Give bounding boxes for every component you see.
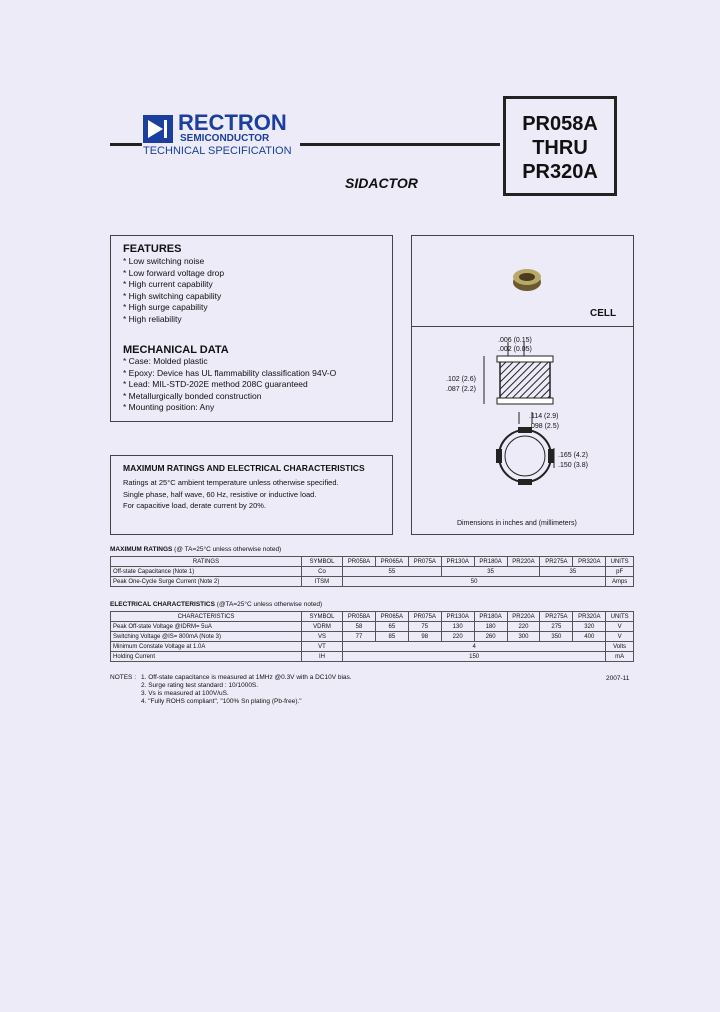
dim-label: .102 (2.6) — [446, 376, 476, 383]
features-panel — [110, 235, 393, 422]
table-cell: 320 — [573, 622, 606, 632]
dim-label: .165 (4.2) — [558, 452, 588, 459]
revision-date: 2007-11 — [606, 675, 630, 682]
table-cell: 58 — [343, 622, 376, 632]
table-header: SYMBOL — [302, 612, 343, 622]
table-cell: 130 — [441, 622, 474, 632]
table-header: PR275A — [540, 557, 573, 567]
rectron-logo-icon — [143, 115, 173, 143]
table-cell: 275 — [540, 622, 573, 632]
table-header: UNITS — [606, 612, 634, 622]
ratings-title: MAXIMUM RATINGS AND ELECTRICAL CHARACTERISTICS — [123, 463, 365, 473]
feature-item: * High reliability — [123, 313, 182, 324]
notes-list — [141, 674, 352, 706]
feature-item: * High surge capability — [123, 302, 208, 312]
dimensions-caption: Dimensions in inches and (millimeters) — [457, 520, 577, 527]
table-cell: 65 — [375, 622, 408, 632]
table-row — [111, 642, 634, 652]
table-header: PR130A — [441, 612, 474, 622]
table-cell: Co — [302, 567, 343, 577]
features-title: FEATURES — [123, 243, 182, 255]
table-row — [111, 577, 634, 587]
table-header: RATINGS — [111, 557, 302, 567]
ratings-panel — [110, 455, 393, 535]
dim-label: .002 (0.05) — [498, 346, 532, 353]
table-header-row — [111, 612, 634, 622]
table-header: PR180A — [474, 557, 507, 567]
ratings-line: Ratings at 25°C ambient temperature unless otherwise specified. — [123, 478, 339, 487]
table-header: PR065A — [375, 557, 408, 567]
table-header: PR065A — [375, 612, 408, 622]
logo-rule-right — [300, 143, 500, 146]
mechanical-item: * Case: Molded plastic — [123, 356, 208, 366]
table-row — [111, 567, 634, 577]
max-ratings-cond: (@ TA=25°C unless otherwise noted) — [174, 546, 282, 553]
table-cell: 180 — [474, 622, 507, 632]
elec-heading — [110, 601, 322, 608]
table-cell: Holding Current — [111, 652, 302, 662]
table-header: PR075A — [408, 557, 441, 567]
table-cell: Volts — [606, 642, 634, 652]
package-drawing — [412, 328, 633, 508]
package-panel — [411, 235, 634, 535]
table-cell: Amps — [606, 577, 634, 587]
table-cell: pF — [606, 567, 634, 577]
table-cell: VS — [302, 632, 343, 642]
table-cell: 220 — [441, 632, 474, 642]
table-cell: VT — [302, 642, 343, 652]
table-cell: 260 — [474, 632, 507, 642]
mechanical-item: * Epoxy: Device has UL flammability classification 94V-O — [123, 367, 337, 378]
note-item: 3. Vs is measured at 100V/uS. — [141, 690, 229, 697]
table-cell: 35 — [441, 567, 540, 577]
feature-item: * High current capability — [123, 279, 213, 289]
table-cell: mA — [606, 652, 634, 662]
table-cell: Minimum Constate Voltage at 1.0A — [111, 642, 302, 652]
table-cell: VDRM — [302, 622, 343, 632]
table-cell: 55 — [343, 567, 442, 577]
max-ratings-heading — [110, 546, 281, 553]
table-row — [111, 632, 634, 642]
table-header: PR180A — [474, 612, 507, 622]
feature-item: * Low forward voltage drop — [123, 267, 225, 278]
table-cell: 75 — [408, 622, 441, 632]
part-number-box — [503, 96, 617, 196]
table-cell: 400 — [573, 632, 606, 642]
ratings-line: Single phase, half wave, 60 Hz, resistive or inductive load. — [123, 489, 317, 499]
elec-cond: (@TA=25°C unless otherwise noted) — [216, 601, 323, 608]
tech-spec-label: TECHNICAL SPECIFICATION — [143, 145, 292, 157]
max-ratings-title: MAXIMUM RATINGS — [110, 546, 173, 553]
table-cell: 220 — [507, 622, 540, 632]
table-cell: 77 — [343, 632, 376, 642]
table-header: CHARACTERISTICS — [111, 612, 302, 622]
max-ratings-table — [110, 556, 634, 587]
table-cell: 4 — [343, 642, 606, 652]
part-thru: THRU — [532, 137, 588, 159]
part-to: PR320A — [522, 161, 598, 183]
brand-name: RECTRON — [178, 110, 287, 135]
feature-item: * High switching capability — [123, 290, 222, 301]
mechanical-item: * Lead: MIL-STD-202E method 208C guaranteed — [123, 379, 308, 389]
table-cell: 98 — [408, 632, 441, 642]
feature-item: * Low switching noise — [123, 256, 205, 266]
cell-photo-icon — [507, 264, 547, 294]
table-cell: 350 — [540, 632, 573, 642]
table-cell: 300 — [507, 632, 540, 642]
dim-label: .006 (0.15) — [498, 337, 532, 344]
dim-label: .150 (3.8) — [558, 462, 588, 469]
note-item: 2. Surge rating test standard : 10/1000S. — [141, 682, 259, 689]
table-cell: Switching Voltage @IS= 800mA (Note 3) — [111, 632, 302, 642]
brand-sub: SEMICONDUCTOR — [180, 133, 270, 144]
table-header: PR275A — [540, 612, 573, 622]
part-from: PR058A — [522, 113, 598, 135]
table-cell: 35 — [540, 567, 606, 577]
mechanical-item: * Mounting position: Any — [123, 402, 215, 412]
table-header: PR320A — [573, 557, 606, 567]
table-cell: V — [606, 622, 634, 632]
note-item: 4. "Fully ROHS compliant", "100% Sn plating (Pb-free)." — [141, 698, 302, 705]
table-header: PR130A — [441, 557, 474, 567]
table-cell: ITSM — [302, 577, 343, 587]
table-header: PR058A — [343, 612, 376, 622]
table-cell: V — [606, 632, 634, 642]
table-header: UNITS — [606, 557, 634, 567]
dim-label: .098 (2.5) — [529, 423, 559, 430]
table-row — [111, 622, 634, 632]
dim-label: .087 (2.2) — [446, 386, 476, 393]
logo-rule-left — [110, 143, 142, 146]
table-cell: Peak Off-state Voltage @IDRM= 5uA — [111, 622, 302, 632]
notes-label: NOTES : — [110, 674, 137, 681]
table-cell: 85 — [375, 632, 408, 642]
elec-title: ELECTRICAL CHARACTERISTICS — [110, 601, 215, 608]
table-cell: 50 — [343, 577, 606, 587]
table-header: PR075A — [408, 612, 441, 622]
table-header: PR220A — [507, 612, 540, 622]
table-header: SYMBOL — [302, 557, 343, 567]
package-label: CELL — [590, 308, 617, 319]
table-header-row — [111, 557, 634, 567]
ratings-line: For capacitive load, derate current by 20%. — [123, 501, 266, 510]
mechanical-title: MECHANICAL DATA — [123, 344, 229, 356]
dim-label: .114 (2.9) — [529, 413, 559, 420]
mechanical-item: * Metallurgically bonded construction — [123, 390, 262, 401]
table-cell: Peak One-Cycle Surge Current (Note 2) — [111, 577, 302, 587]
table-row — [111, 652, 634, 662]
table-header: PR220A — [507, 557, 540, 567]
elec-table — [110, 611, 634, 662]
device-type: SIDACTOR — [345, 175, 418, 191]
table-cell: 150 — [343, 652, 606, 662]
table-cell: Off-state Capacitance (Note 1) — [111, 567, 302, 577]
table-header: PR320A — [573, 612, 606, 622]
package-divider — [412, 326, 633, 327]
note-item: 1. Off-state capacitance is measured at 1MHz @0.3V with a DC10V bias. — [141, 674, 352, 681]
table-header: PR058A — [343, 557, 376, 567]
table-cell: IH — [302, 652, 343, 662]
